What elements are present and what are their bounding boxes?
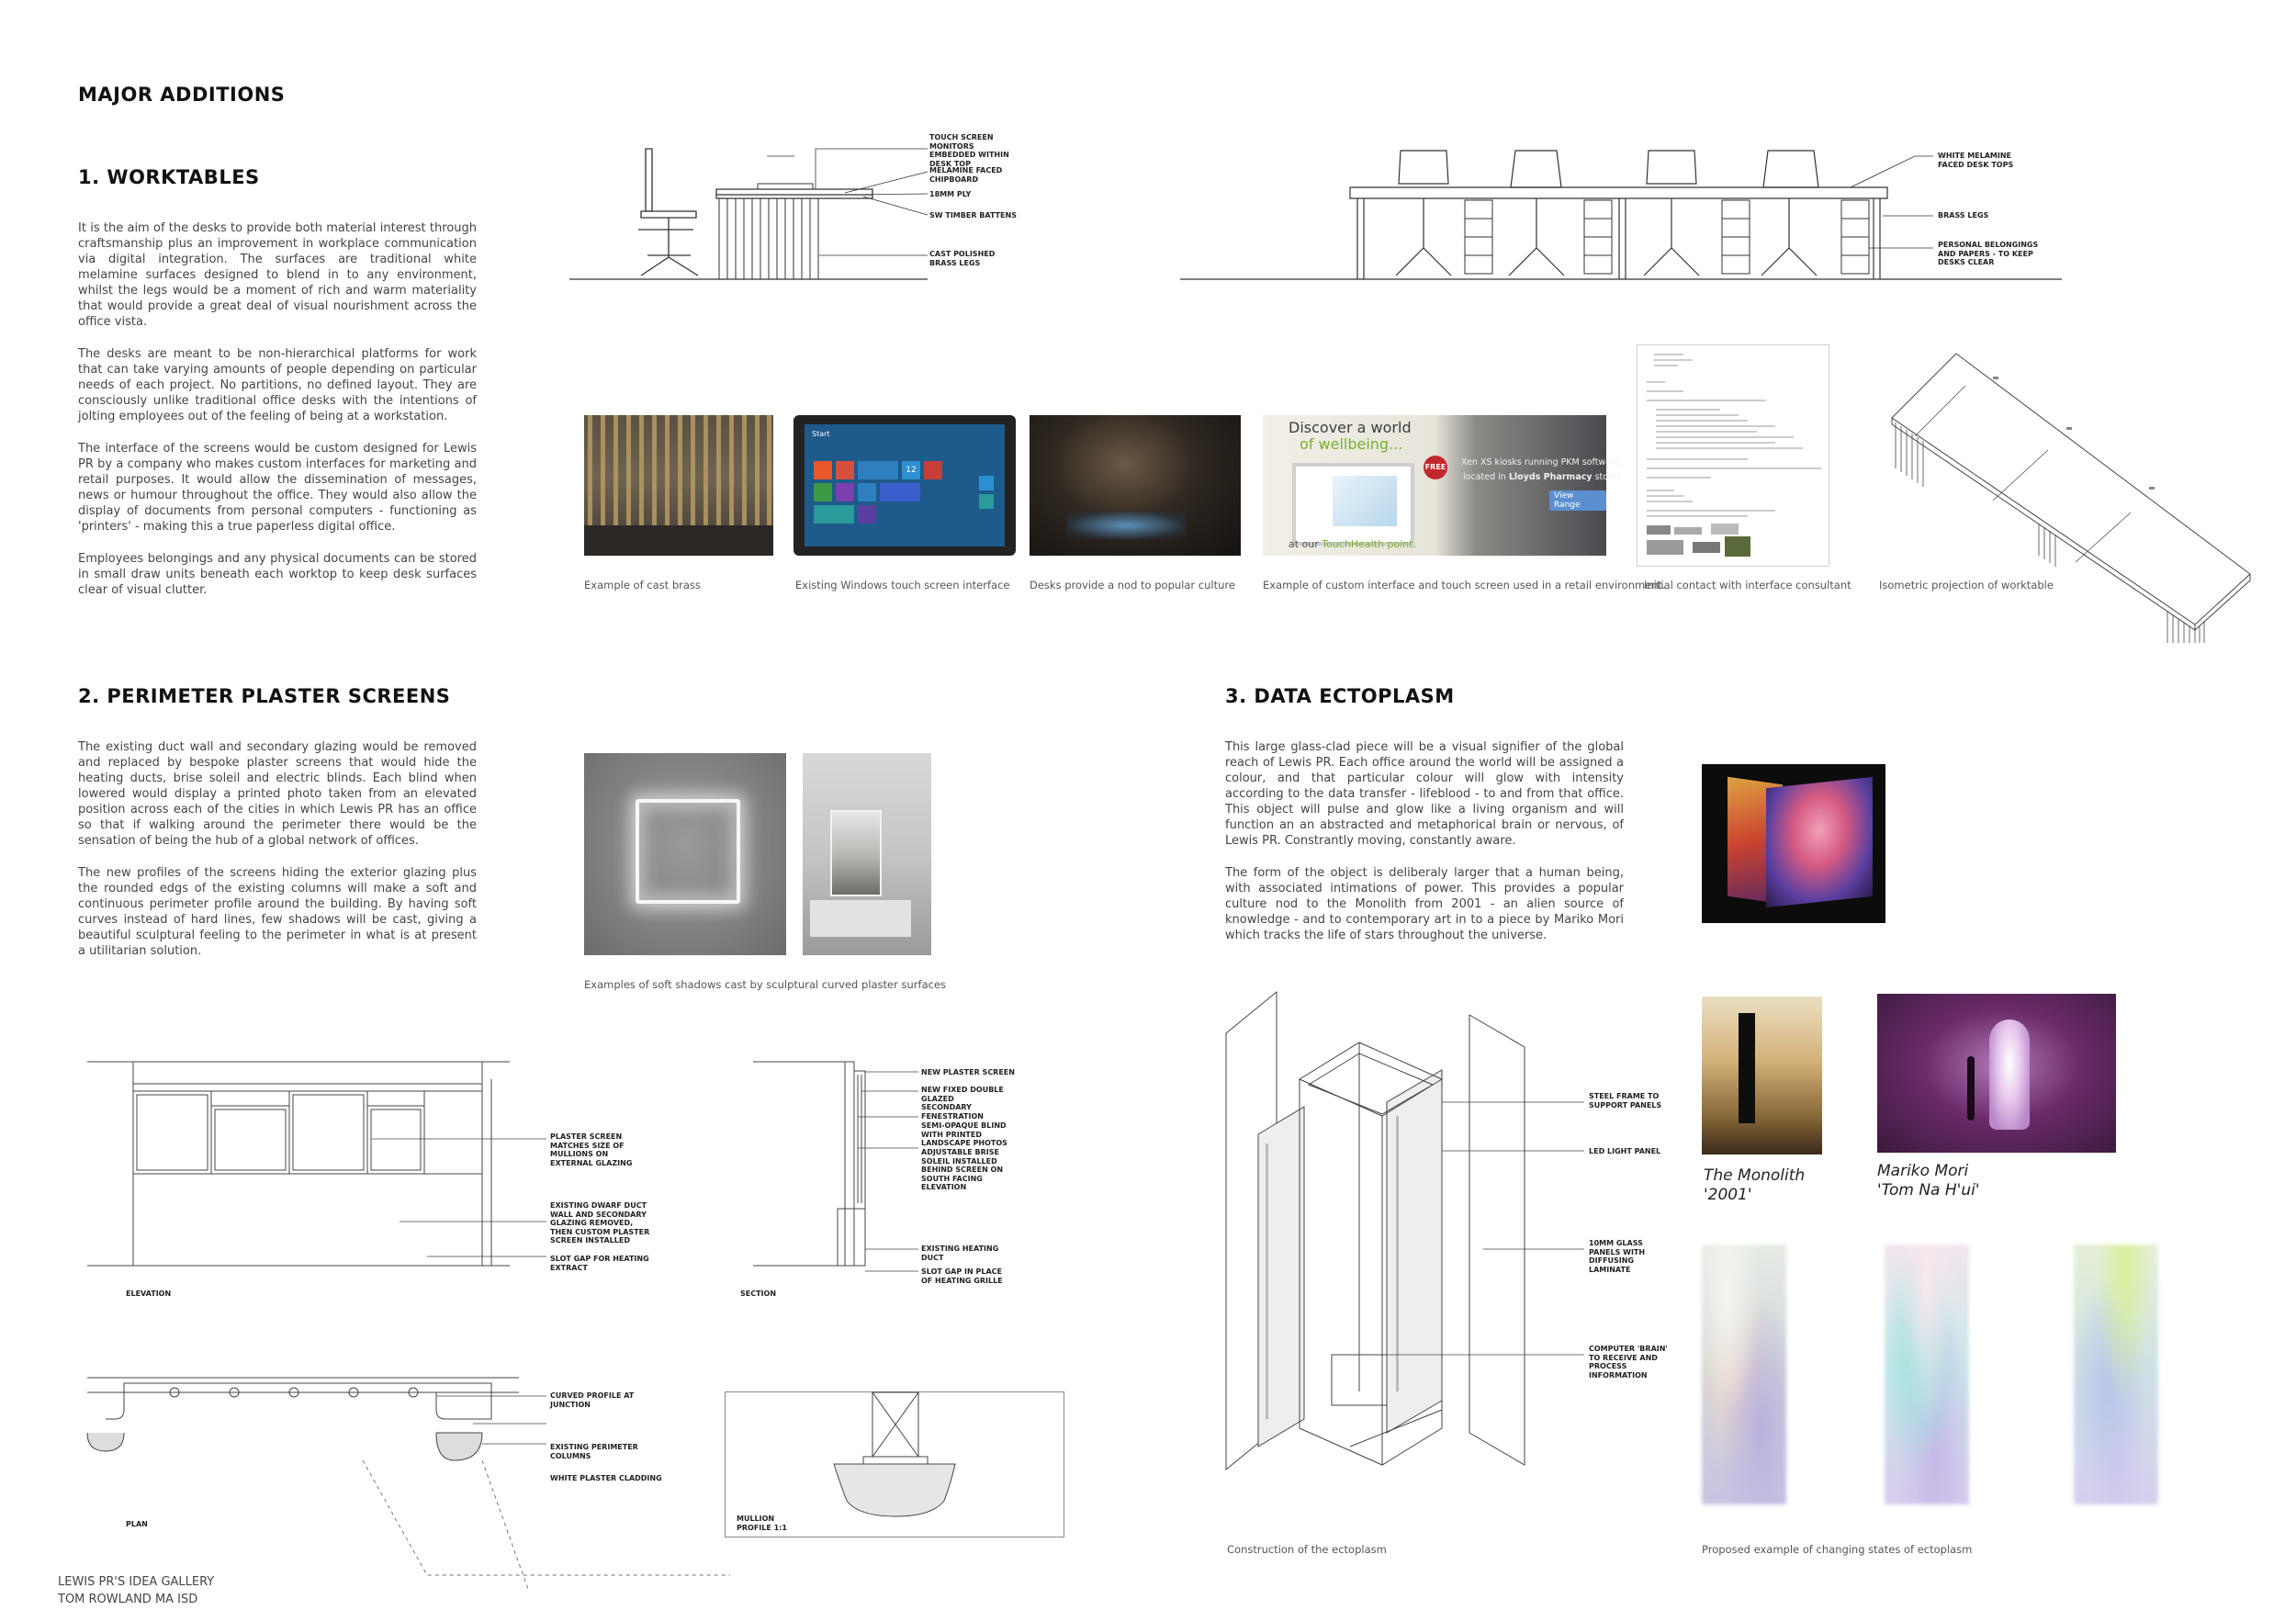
perimeter-plan-callout-columns: EXISTING PERIMETER COLUMNS [550, 1443, 638, 1460]
ectoplasm-callout-led: LED LIGHT PANEL [1589, 1147, 1661, 1155]
worktable-callout-ply: 18MM PLY [929, 190, 972, 198]
worktable-isometric-drawing [1883, 349, 2250, 643]
perimeter-sec-callout-heating: EXISTING HEATING DUCT [921, 1245, 999, 1262]
caption-desks-popular-culture: Desks provide a nod to popular culture [1030, 579, 1235, 591]
caption-consultant-letter: Initial contact with interface consultant [1644, 579, 1851, 591]
perimeter-sec-callout-glazing: NEW FIXED DOUBLE GLAZED SECONDARY FENESTRATION [921, 1086, 1004, 1121]
photo-mariko-mori [1877, 994, 2116, 1153]
ectoplasm-callout-steel-frame: STEEL FRAME TO SUPPORT PANELS [1589, 1092, 1662, 1109]
perimeter-plan-callout-cladding: WHITE PLASTER CLADDING [550, 1474, 662, 1482]
worktable-callout-touchscreen: TOUCH SCREEN MONITORS EMBEDDED WITHIN DESK TOP [929, 133, 1009, 168]
ectoplasm-construction-drawing [1221, 987, 1626, 1492]
retail-kiosk-store: Lloyds Pharmacy [1508, 472, 1593, 482]
ectoplasm-state-3 [2074, 1245, 2158, 1504]
worktable-section-drawing [569, 138, 937, 285]
windows-tile-number: 12 [902, 461, 920, 479]
caption-windows-interface: Existing Windows touch screen interface [795, 579, 1010, 591]
retail-headline-2: of wellbeing... [1300, 435, 1403, 453]
photo-consultant-letter [1637, 344, 1829, 567]
worktable-callout-brass-legs: CAST POLISHED BRASS LEGS [929, 250, 996, 267]
perimeter-paragraph: The existing duct wall and secondary glazing would be removed and replaced by bespoke plaster screens that would hide the heating ducts, brise soleil and electric blinds. Each blind when lowered would display a printed photo taken from an elevated position across each of the cities in which Lewis PR has an office so that if walking around the perimeter there would be the sensation of being the hub of a global network of offices. [78, 740, 477, 848]
perimeter-elev-callout-plaster: PLASTER SCREEN MATCHES SIZE OF MULLIONS ON EXTERNAL GLAZING [550, 1132, 633, 1167]
perimeter-elevation-drawing [87, 1056, 556, 1295]
windows-tile [858, 505, 876, 524]
caption-mori-artist: Mariko Mori [1877, 1162, 1969, 1180]
retail-kiosk-screen [1292, 463, 1414, 546]
ectoplasm-body [1225, 739, 1624, 960]
mori-glow-form [1989, 1019, 2030, 1130]
photo-windows-interface [793, 415, 1016, 556]
caption-plaster-shadows: Examples of soft shadows cast by sculptural curved plaster surfaces [584, 978, 947, 991]
perimeter-section-label: SECTION [740, 1290, 777, 1298]
perimeter-paragraph: The new profiles of the screens hiding the exterior glazing plus the rounded edgs of the existing columns will make a soft and continuous perimeter profile around the building. By having soft curves instead of hard lines, few shadows will be cast, giving a beautiful sculptural feeling to the perimeter in what is at present a utilitarian solution. [78, 866, 477, 958]
caption-ectoplasm-states: Proposed example of changing states of ectoplasm [1702, 1543, 1973, 1556]
perimeter-plan-callout-curved: CURVED PROFILE AT JUNCTION [550, 1391, 635, 1409]
worktables-heading: 1. WORKTABLES [78, 166, 260, 188]
interior-window [830, 810, 882, 896]
windows-tile [979, 476, 994, 490]
worktable-callout-melamine: MELAMINE FACED CHIPBOARD [929, 166, 1003, 184]
photo-cast-brass [584, 415, 773, 556]
worktable-elevation-drawing [1180, 138, 2062, 285]
retail-kiosk-content [1333, 476, 1397, 526]
retail-footer-prefix: at our [1289, 538, 1319, 550]
photo-plaster-light-square [584, 753, 786, 955]
ectoplasm-paragraph: This large glass-clad piece will be a visual signifier of the global reach of Lewis PR. Each office around the world will be assigned a colour, and that particular colour will glow with intensity according to the data transfer - lifeblood - to and from that office. This object will pulse and glow like a living organism and will function an an abstracted and metaphorical brain or nervous, of Lewis PR. Constrantly moving, constantly aware. [1225, 740, 1624, 848]
perimeter-plan-label: PLAN [126, 1520, 148, 1528]
windows-tile [858, 461, 898, 479]
led-panel-front [1766, 777, 1873, 907]
windows-tile [858, 483, 876, 501]
windows-screen [805, 424, 1005, 546]
mullion-profile-label: MULLION PROFILE 1:1 [737, 1515, 787, 1532]
retail-kiosk-suffix: stores [1594, 472, 1622, 482]
perimeter-elev-callout-slot: SLOT GAP FOR HEATING EXTRACT [550, 1255, 649, 1272]
elevation-callout-belongings: PERSONAL BELONGINGS AND PAPERS - TO KEEP DESKS CLEAR [1938, 241, 2039, 266]
plaster-light-frame [636, 799, 740, 904]
windows-tile [836, 461, 854, 479]
retail-kiosk-line2 [1463, 472, 1622, 482]
ectoplasm-paragraph: The form of the object is deliberaly larger that a human being, with associated intimations of power. This provides a popular culture nod to the Monolith from 2001 - an alien source of knowledge - and to contemporary art in to a piece by Mariko Mori which tracks the life of stars throughout the universe. [1225, 866, 1624, 942]
caption-retail-interface: Example of custom interface and touch screen used in a retail environment. [1263, 579, 1666, 591]
ectoplasm-callout-brain: COMPUTER 'BRAIN' TO RECEIVE AND PROCESS INFORMATION [1589, 1345, 1668, 1380]
windows-tile [924, 461, 942, 479]
photo-led-panel [1702, 764, 1885, 923]
photo-retail-interface [1263, 415, 1622, 556]
windows-tile [880, 483, 920, 501]
perimeter-plan-drawing [87, 1369, 565, 1589]
caption-mori-work: 'Tom Na H'ui' [1877, 1181, 1980, 1200]
perimeter-elevation-label: ELEVATION [126, 1290, 172, 1298]
retail-kiosk-line1: Xen XS kiosks running PKM software [1461, 457, 1620, 467]
windows-tile [979, 494, 994, 509]
caption-monolith-title: The Monolith [1704, 1166, 1806, 1185]
retail-headline-1: Discover a world [1289, 419, 1412, 436]
ectoplasm-state-1 [1702, 1245, 1786, 1504]
perimeter-body [78, 739, 477, 975]
footer-gallery: LEWIS PR'S IDEA GALLERY [58, 1575, 215, 1589]
caption-isometric-worktable: Isometric projection of worktable [1879, 579, 2054, 591]
perimeter-sec-callout-brise: ADJUSTABLE BRISE SOLEIL INSTALLED BEHIND SCREEN ON SOUTH FACING ELEVATION [921, 1148, 1004, 1191]
desk-screen-glow [1066, 512, 1186, 539]
caption-cast-brass: Example of cast brass [584, 579, 701, 591]
perimeter-sec-callout-screen: NEW PLASTER SCREEN [921, 1068, 1015, 1076]
interior-counter [810, 900, 911, 937]
photo-desks-popular-culture [1030, 415, 1241, 556]
photo-monolith [1702, 997, 1822, 1155]
page-title: MAJOR ADDITIONS [78, 84, 286, 106]
worktable-callout-battens: SW TIMBER BATTENS [929, 211, 1017, 220]
worktables-paragraph: Employees belongings and any physical documents can be stored in small draw units beneath each worktop to keep desk surfaces clear of visual clutter. [78, 552, 477, 597]
retail-footer [1289, 538, 1416, 550]
perimeter-sec-callout-blind: SEMI-OPAQUE BLIND WITH PRINTED LANDSCAPE PHOTOS [921, 1121, 1007, 1147]
windows-tile [814, 505, 854, 524]
windows-tile [814, 483, 832, 501]
caption-monolith-year: '2001' [1704, 1186, 1752, 1204]
windows-tile [814, 461, 832, 479]
perimeter-section-drawing [753, 1056, 937, 1286]
retail-footer-brand: TouchHealth point. [1322, 538, 1417, 550]
perimeter-sec-callout-slot: SLOT GAP IN PLACE OF HEATING GRILLE [921, 1267, 1003, 1285]
worktables-paragraph: The interface of the screens would be custom designed for Lewis PR by a company who makes custom interfaces for marketing and retail purposes. It would allow the dissemination of messages, news or humour throughout the office. They would also allow the display of documents from personal computers - functioning as 'printers' - making this a true paperless digital office. [78, 442, 477, 534]
mori-figure [1967, 1056, 1975, 1121]
worktables-body [78, 220, 477, 614]
mullion-profile-box [725, 1391, 1064, 1538]
worktables-paragraph: The desks are meant to be non-hierarchical platforms for work that can take varying amounts of people depending on particular needs of each project. No partitions, no defined layout. They are consciously unlike traditional office desks with the intentions of jolting employees out of the feeling of being at a workstation. [78, 347, 477, 423]
elevation-callout-brass-legs: BRASS LEGS [1938, 211, 1989, 220]
worktables-paragraph: It is the aim of the desks to provide both material interest through craftsmanship plus an improvement in workplace communication via digital integration. The surfaces are traditional white melamine surfaces designed to blend in to any environment, whilst the legs would be a moment of rich and warm materiality that would provide a great deal of visual nourishment across the office vista. [78, 221, 477, 329]
ectoplasm-callout-glass: 10MM GLASS PANELS WITH DIFFUSING LAMINATE [1589, 1239, 1646, 1274]
ectoplasm-heading: 3. DATA ECTOPLASM [1225, 685, 1455, 707]
windows-tile [836, 483, 854, 501]
footer-author: TOM ROWLAND MA ISD [58, 1593, 198, 1606]
photo-plaster-interior [803, 753, 931, 955]
retail-free-badge: FREE [1424, 456, 1447, 479]
retail-kiosk-location: located in [1463, 472, 1506, 482]
caption-ectoplasm-construction: Construction of the ectoplasm [1227, 1543, 1387, 1556]
retail-view-range-button: View Range [1549, 490, 1606, 511]
ectoplasm-state-2 [1885, 1245, 1969, 1504]
perimeter-heading: 2. PERIMETER PLASTER SCREENS [78, 685, 451, 707]
elevation-callout-desk-tops: WHITE MELAMINE FACED DESK TOPS [1938, 152, 2014, 169]
monolith-slab [1739, 1013, 1755, 1123]
perimeter-elev-callout-duct: EXISTING DWARF DUCT WALL AND SECONDARY GLAZING REMOVED, THEN CUSTOM PLASTER SCREEN INSTALLED [550, 1201, 650, 1245]
windows-start-label: Start [812, 430, 830, 438]
